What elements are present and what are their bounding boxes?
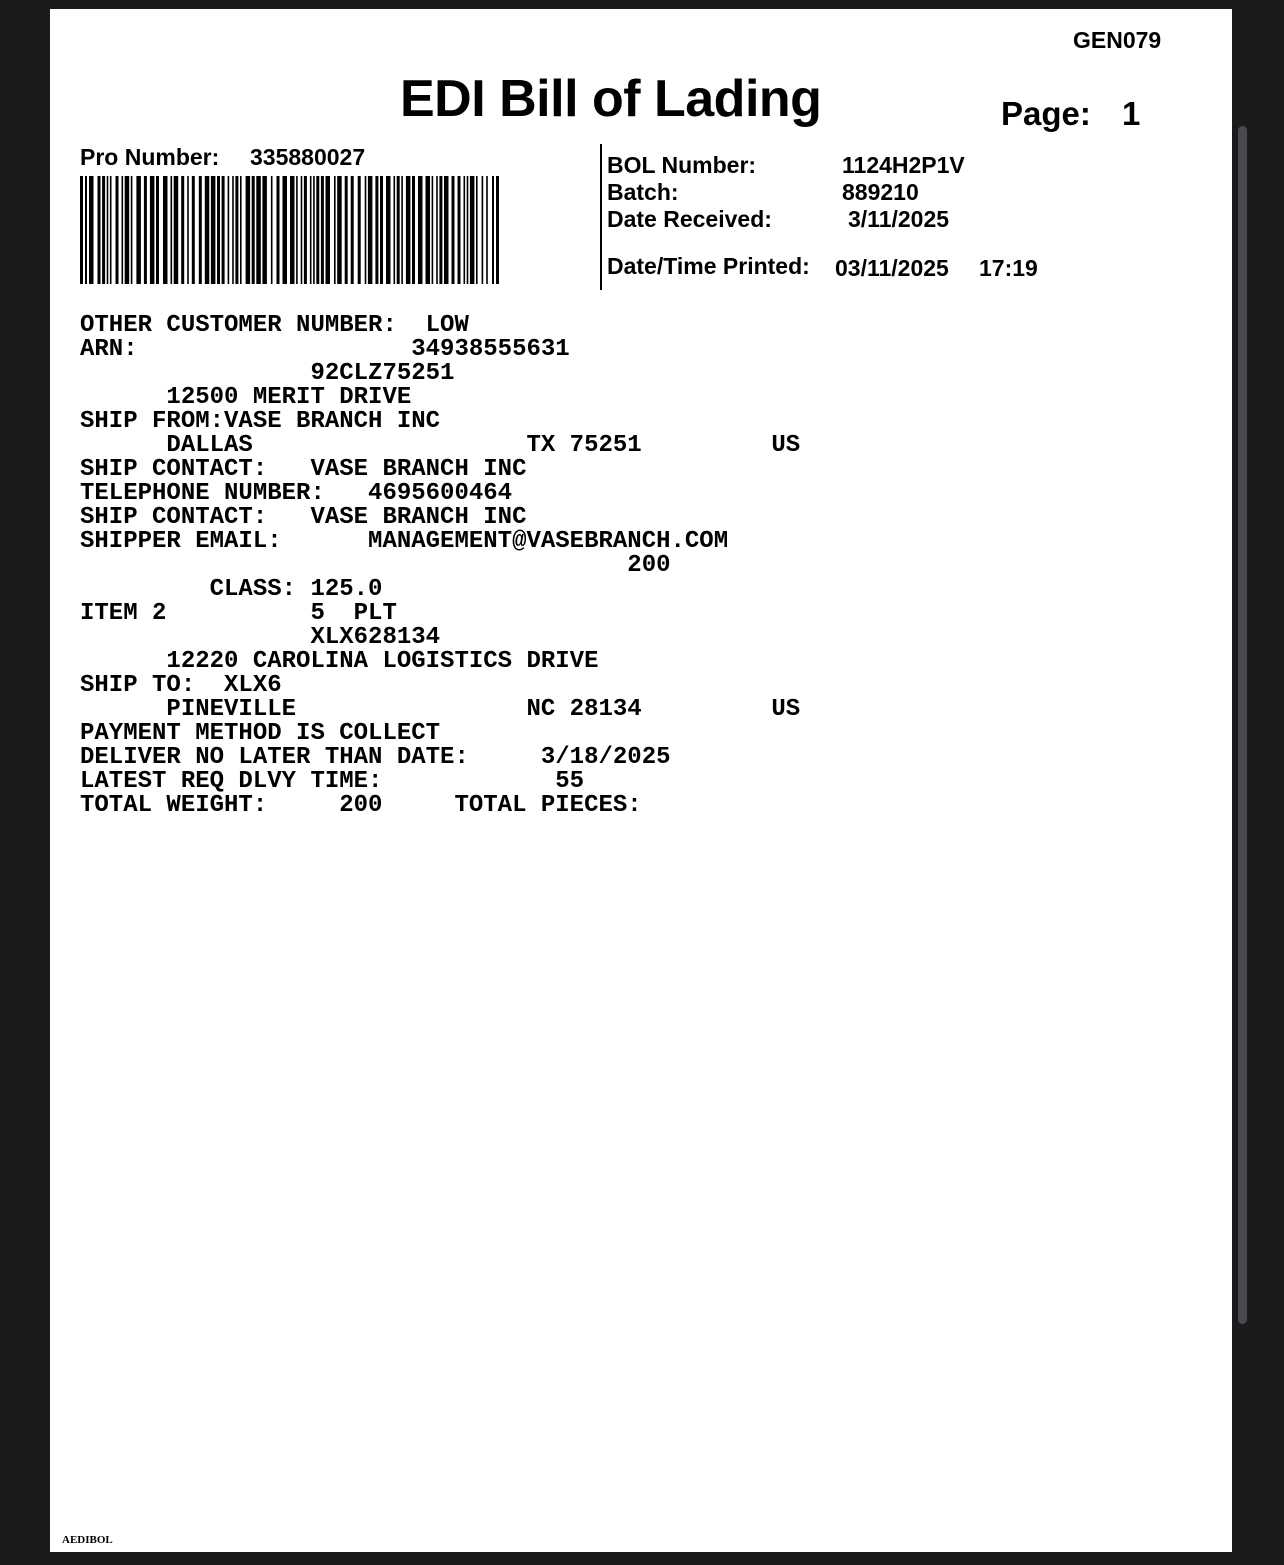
- barcode-bar: [470, 176, 475, 284]
- barcode-bar: [418, 176, 423, 284]
- date-received-value: 3/11/2025: [848, 206, 950, 232]
- barcode-bar: [313, 176, 315, 284]
- barcode-bar: [482, 176, 484, 284]
- body-line-17: PINEVILLE NC 28134 US: [80, 696, 801, 723]
- barcode-bar: [345, 176, 348, 284]
- body-line-15: 12220 CAROLINA LOGISTICS DRIVE: [80, 648, 599, 675]
- barcode-bar: [436, 176, 438, 284]
- barcode-bar: [375, 176, 378, 284]
- body-line-5: SHIP FROM:VASE BRANCH INC: [80, 408, 441, 435]
- barcode-bar: [211, 176, 216, 284]
- body-line-8: TELEPHONE NUMBER: 4695600464: [80, 480, 513, 507]
- body-line-18: PAYMENT METHOD IS COLLECT: [80, 720, 441, 747]
- barcode-bar: [246, 176, 251, 284]
- pro-number-barcode: [80, 176, 501, 284]
- bol-number-label: BOL Number:: [607, 152, 757, 178]
- barcode-bar: [199, 176, 202, 284]
- body-line-10: SHIPPER EMAIL: MANAGEMENT@VASEBRANCH.COM: [80, 528, 729, 555]
- barcode-bar: [116, 176, 119, 284]
- barcode-bar: [301, 176, 303, 284]
- barcode-bar: [144, 176, 147, 284]
- barcode-bar: [150, 176, 155, 284]
- barcode-bar: [174, 176, 179, 284]
- barcode-bar: [380, 176, 383, 284]
- barcode-bar: [283, 176, 288, 284]
- barcode-bar: [110, 176, 112, 284]
- barcode-bar: [290, 176, 295, 284]
- barcode-bar: [107, 176, 109, 284]
- barcode-bar: [131, 176, 133, 284]
- batch-label: Batch:: [607, 179, 679, 205]
- form-id: GEN079: [1073, 27, 1162, 53]
- barcode-bar: [156, 176, 159, 284]
- barcode-bar: [464, 176, 466, 284]
- body-line-13: ITEM 2 5 PLT: [80, 600, 397, 627]
- printed-time-value: 17:19: [979, 255, 1038, 281]
- barcode-bar: [235, 176, 238, 284]
- barcode-bar: [394, 176, 396, 284]
- date-received-label: Date Received:: [607, 206, 772, 232]
- barcode-bar: [277, 176, 280, 284]
- barcode-bar: [458, 176, 461, 284]
- barcode-bar: [476, 176, 478, 284]
- barcode-bar: [228, 176, 230, 284]
- bill-of-lading-page: [50, 9, 1232, 1552]
- barcode-bar: [80, 176, 83, 284]
- barcode-bar: [326, 176, 331, 284]
- barcode-bar: [102, 176, 105, 284]
- barcode-bar: [401, 176, 403, 284]
- body-line-12: CLASS: 125.0: [80, 576, 383, 603]
- bol-number-value: 1124H2P1V: [842, 152, 965, 178]
- body-line-16: SHIP TO: XLX6: [80, 672, 282, 699]
- barcode-bar: [171, 176, 173, 284]
- barcode-bar: [412, 176, 415, 284]
- barcode-bar: [486, 176, 488, 284]
- barcode-bar: [368, 176, 373, 284]
- barcode-bar: [386, 176, 391, 284]
- barcode-bar: [262, 176, 267, 284]
- body-line-21: TOTAL WEIGHT: 200 TOTAL PIECES:: [80, 792, 642, 819]
- barcode-bar: [240, 176, 242, 284]
- date-time-printed-label: Date/Time Printed:: [607, 253, 810, 279]
- barcode-bar: [452, 176, 455, 284]
- barcode-bar: [316, 176, 319, 284]
- barcode-bar: [496, 176, 499, 284]
- printed-date-value: 03/11/2025: [835, 255, 949, 281]
- barcode-bar: [85, 176, 87, 284]
- barcode-bar: [89, 176, 94, 284]
- barcode-bar: [304, 176, 307, 284]
- barcode-bar: [205, 176, 210, 284]
- header-divider: [600, 144, 602, 290]
- body-line-4: 12500 MERIT DRIVE: [80, 384, 412, 411]
- barcode-bar: [444, 176, 449, 284]
- barcode-bar: [252, 176, 255, 284]
- body-line-1: OTHER CUSTOMER NUMBER: LOW: [80, 312, 469, 339]
- barcode-bar: [187, 176, 189, 284]
- barcode-bar: [351, 176, 354, 284]
- document-title: EDI Bill of Lading: [400, 70, 822, 128]
- barcode-bar: [222, 176, 225, 284]
- batch-value: 889210: [842, 179, 919, 205]
- pro-number-value: 335880027: [250, 144, 366, 170]
- body-line-7: SHIP CONTACT: VASE BRANCH INC: [80, 456, 527, 483]
- page-label: Page:: [1001, 95, 1091, 132]
- barcode-bar: [296, 176, 298, 284]
- pro-number-label: Pro Number:: [80, 144, 220, 170]
- body-line-11: 200: [80, 552, 671, 579]
- barcode-bar: [122, 176, 124, 284]
- body-line-6: DALLAS TX 75251 US: [80, 432, 801, 459]
- barcode-bar: [397, 176, 400, 284]
- barcode-bar: [310, 176, 312, 284]
- barcode-bar: [337, 176, 342, 284]
- barcode-bar: [365, 176, 367, 284]
- barcode-bar: [467, 176, 469, 284]
- barcode-bar: [358, 176, 361, 284]
- barcode-bar: [136, 176, 141, 284]
- page-number: 1: [1122, 95, 1141, 132]
- barcode-bar: [432, 176, 434, 284]
- barcode-bar: [256, 176, 261, 284]
- barcode-bar: [192, 176, 195, 284]
- body-line-3: 92CLZ75251: [80, 360, 455, 387]
- barcode-bar: [163, 176, 168, 284]
- barcode-bar: [321, 176, 324, 284]
- body-line-9: SHIP CONTACT: VASE BRANCH INC: [80, 504, 527, 531]
- barcode-bar: [334, 176, 336, 284]
- body-line-2: ARN: 34938555631: [80, 336, 570, 363]
- barcode-bar: [406, 176, 411, 284]
- barcode-bar: [181, 176, 184, 284]
- barcode-bar: [217, 176, 220, 284]
- body-line-20: LATEST REQ DLVY TIME: 55: [80, 768, 585, 795]
- body-line-19: DELIVER NO LATER THAN DATE: 3/18/2025: [80, 744, 671, 771]
- body-line-14: XLX628134: [80, 624, 441, 651]
- form-code-footer: AEDIBOL: [62, 1534, 113, 1546]
- barcode-bar: [232, 176, 234, 284]
- barcode-bar: [271, 176, 273, 284]
- vertical-scrollbar[interactable]: [1238, 126, 1247, 1324]
- barcode-bar: [426, 176, 431, 284]
- barcode-bar: [439, 176, 442, 284]
- barcode-bar: [492, 176, 494, 284]
- barcode-bar: [125, 176, 130, 284]
- barcode-bar: [98, 176, 101, 284]
